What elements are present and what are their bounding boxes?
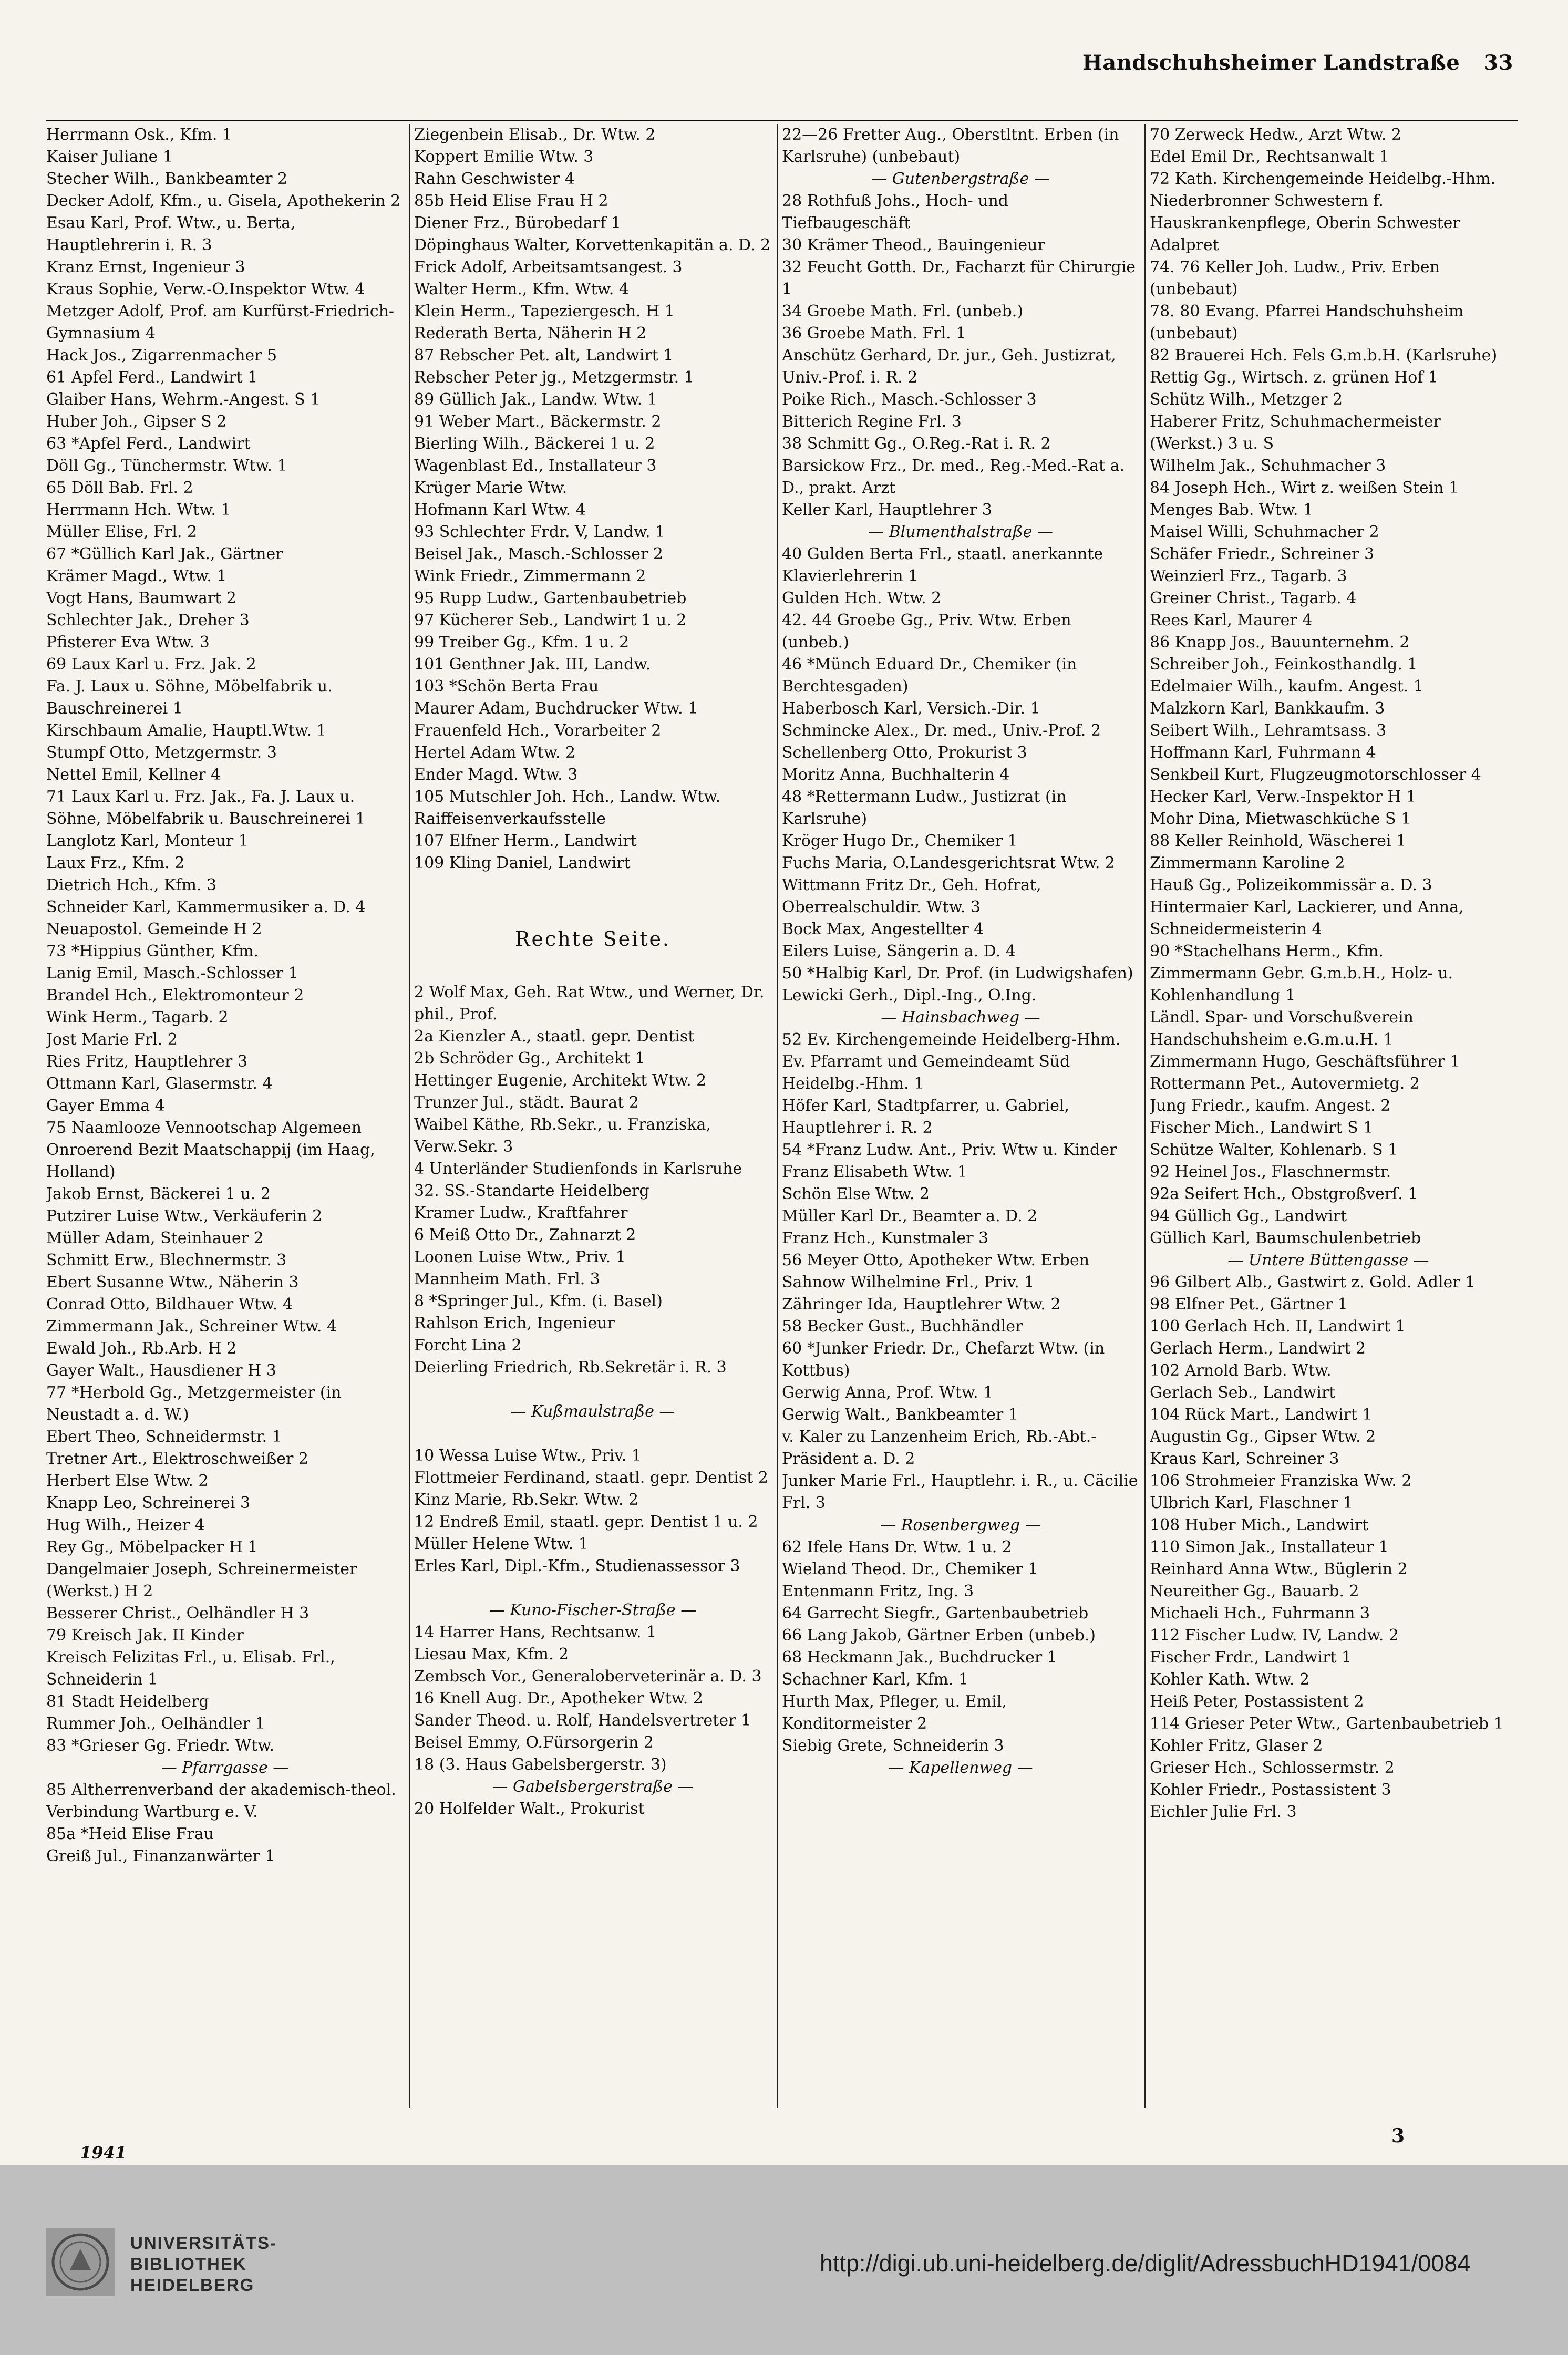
directory-entry: 34 Groebe Math. Frl. (unbeb.): [782, 302, 1023, 321]
directory-entry: 40 Gulden Berta Frl., staatl. anerkannte Klavierlehrerin 1: [782, 545, 1103, 585]
directory-entry: Menges Bab. Wtw. 1: [1150, 501, 1314, 519]
street-heading: — Gabelsbergerstraße —: [492, 1778, 694, 1796]
directory-entry: 92a Seifert Hch., Obstgroßverſ. 1: [1150, 1185, 1418, 1203]
directory-entry: Franz Elisabeth Wtw. 1: [782, 1163, 968, 1181]
directory-entry: Kinz Marie, Rb.Sekr. Wtw. 2: [414, 1491, 639, 1509]
directory-entry: Müller Helene Wtw. 1: [414, 1535, 589, 1553]
directory-entry: Kohler Fritz, Glaser 2: [1150, 1737, 1323, 1755]
directory-entry: Kraus Karl, Schreiner 3: [1150, 1450, 1339, 1468]
directory-entry: Fischer Mich., Landwirt S 1: [1150, 1119, 1374, 1137]
library-logo[interactable]: [46, 2228, 362, 2296]
directory-entry: Rettig Gg., Wirtsch. z. grünen Hof 1: [1150, 368, 1439, 387]
column-divider: [777, 124, 778, 2108]
directory-entry: 67 *Güllich Karl Jak., Gärtner: [46, 545, 283, 563]
directory-entry: Zimmermann Jak., Schreiner Wtw. 4: [46, 1317, 337, 1336]
directory-entry: 100 Gerlach Hch. II, Landwirt 1: [1150, 1317, 1406, 1336]
directory-entry: Bitterich Regine Frl. 3: [782, 412, 962, 431]
directory-entry: Michaeli Hch., Fuhrmann 3: [1150, 1604, 1370, 1623]
directory-entry: Nettel Emil, Kellner 4: [46, 766, 221, 784]
directory-entry: Schütze Walter, Kohlenarb. S 1: [1150, 1141, 1398, 1159]
directory-entry: 107 Elfner Herm., Landwirt: [414, 832, 637, 850]
directory-entry: 6 Meiß Otto Dr., Zahnarzt 2: [414, 1226, 636, 1244]
directory-entry: Diener Frz., Bürobedarf 1: [414, 214, 621, 232]
directory-entry: 65 Döll Bab. Frl. 2: [46, 479, 193, 497]
directory-entry: Gayer Walt., Hausdiener H 3: [46, 1361, 276, 1380]
directory-entry: Ulbrich Karl, Flaschner 1: [1150, 1494, 1353, 1512]
footer-year: 1941: [80, 2143, 127, 2163]
directory-entry: Eichler Julie Frl. 3: [1150, 1803, 1297, 1821]
directory-entry: 106 Strohmeier Franziska Ww. 2: [1150, 1472, 1412, 1490]
directory-entry: 90 *Stachelhans Herm., Kfm.: [1150, 942, 1384, 960]
directory-entry: 78. 80 Evang. Pfarrei Handschuhsheim (unbebaut): [1150, 302, 1464, 343]
directory-entry: Herrmann Hch. Wtw. 1: [46, 501, 231, 519]
directory-entry: Pfisterer Eva Wtw. 3: [46, 633, 210, 652]
directory-entry: Stecher Wilh., Bankbeamter 2: [46, 170, 288, 188]
directory-entry: Schreiber Joh., Feinkosthandlg. 1: [1150, 655, 1418, 674]
directory-entry: 18 (3. Haus Gabelsbergerstr. 3): [414, 1755, 667, 1774]
header-rule: [46, 120, 1518, 121]
column-divider: [1144, 124, 1146, 2108]
directory-entry: Maurer Adam, Buchdrucker Wtw. 1: [414, 699, 698, 718]
directory-entry: Zembsch Vor., Generaloberveterinär a. D. 3: [414, 1667, 762, 1686]
directory-entry: Brandel Hch., Elektromonteur 2: [46, 986, 304, 1005]
directory-entry: Schütz Wilh., Metzger 2: [1150, 390, 1343, 409]
directory-entry: Ziegenbein Elisab., Dr. Wtw. 2: [414, 126, 656, 144]
directory-entry: Lewicki Gerh., Dipl.-Ing., O.Ing.: [782, 986, 1037, 1005]
directory-entry: Jakob Ernst, Bäckerei 1 u. 2: [46, 1185, 271, 1203]
directory-entry: 46 *Münch Eduard Dr., Chemiker (in Berchtesgaden): [782, 655, 1077, 696]
directory-entry: Besserer Christ., Oelhändler H 3: [46, 1604, 310, 1623]
directory-entry: Beisel Jak., Masch.-Schlosser 2: [414, 545, 664, 563]
directory-entry: Walter Herm., Kfm. Wtw. 4: [414, 280, 629, 298]
directory-entry: 70 Zerweck Hedw., Arzt Wtw. 2: [1150, 126, 1402, 144]
column-2: [414, 124, 771, 2108]
directory-entry: Liesau Max, Kfm. 2: [414, 1645, 569, 1664]
directory-entry: 85 Altherrenverband der akademisch-theol. Verbindung Wartburg e. V.: [46, 1781, 396, 1821]
directory-entry: 50 *Halbig Karl, Dr. Prof. (in Ludwigshafen): [782, 964, 1133, 983]
directory-entry: 101 Genthner Jak. III, Landw.: [414, 655, 651, 674]
directory-entry: Metzger Adolf, Prof. am Kurfürst-Friedrich-Gymnasium 4: [46, 302, 395, 343]
directory-entry: 32 Feucht Gotth. Dr., Facharzt für Chirurgie 1: [782, 258, 1136, 298]
directory-entry: Schneider Karl, Kammermusiker a. D. 4: [46, 898, 366, 916]
directory-entry: 2 Wolf Max, Geh. Rat Wtw., und Werner, Dr. phil., Prof.: [414, 983, 765, 1024]
directory-entry: Rees Karl, Maurer 4: [1150, 611, 1313, 629]
directory-entry: Edelmaier Wilh., kaufm. Angest. 1: [1150, 677, 1424, 696]
directory-entry: Kröger Hugo Dr., Chemiker 1: [782, 832, 1018, 850]
directory-entry: Ries Fritz, Hauptlehrer 3: [46, 1052, 247, 1071]
directory-entry: [414, 959, 771, 982]
directory-entry: Schäfer Friedr., Schreiner 3: [1150, 545, 1375, 563]
street-heading: — Untere Büttengasse —: [1227, 1251, 1429, 1269]
directory-entry: Herrmann Osk., Kfm. 1: [46, 126, 233, 144]
directory-entry: Dangelmaier Joseph, Schreinermeister (Werkst.) H 2: [46, 1560, 357, 1600]
directory-entry: Mannheim Math. Frl. 3: [414, 1270, 600, 1288]
directory-entry: 56 Meyer Otto, Apotheker Wtw. Erben: [782, 1251, 1090, 1269]
directory-entry: Eilers Luise, Sängerin a. D. 4: [782, 942, 1016, 960]
directory-entry: Hurth Max, Pfleger, u. Emil, Konditormeister 2: [782, 1692, 1007, 1733]
directory-entry: Weinzierl Frz., Tagarb. 3: [1150, 567, 1347, 585]
directory-entry: 92 Heinel Jos., Flaschnermstr.: [1150, 1163, 1391, 1181]
directory-entry: Neureither Gg., Bauarb. 2: [1150, 1582, 1359, 1600]
directory-entry: 2a Kienzler A., staatl. gepr. Dentist: [414, 1027, 695, 1046]
directory-entry: Keller Karl, Hauptlehrer 3: [782, 501, 992, 519]
directory-entry: Gerwig Anna, Prof. Wtw. 1: [782, 1383, 994, 1402]
directory-entry: Müller Adam, Steinhauer 2: [46, 1229, 264, 1247]
directory-entry: Schachner Karl, Kfm. 1: [782, 1670, 969, 1689]
directory-entry: 32. SS.-Standarte Heidelberg: [414, 1182, 649, 1200]
logo-text-line: HEIDELBERG: [130, 2275, 255, 2295]
directory-entry: 104 Rück Mart., Landwirt 1: [1150, 1406, 1373, 1424]
directory-entry: Beisel Emmy, O.Fürsorgerin 2: [414, 1733, 654, 1752]
directory-entry: Ländl. Spar- und Vorschußverein Handschuhsheim e.G.m.u.H. 1: [1150, 1008, 1414, 1049]
directory-entry: 69 Laux Karl u. Frz. Jak. 2: [46, 655, 256, 674]
directory-entry: 97 Kücherer Seb., Landwirt 1 u. 2: [414, 611, 687, 629]
directory-entry: [414, 1379, 771, 1401]
directory-entry: Döpinghaus Walter, Korvettenkapitän a. D. 2: [414, 236, 771, 254]
directory-entry: 74. 76 Keller Joh. Ludw., Priv. Erben (unbebaut): [1150, 258, 1440, 298]
directory-entry: 88 Keller Reinhold, Wäscherei 1: [1150, 832, 1407, 850]
directory-entry: 28 Rothfuß Johs., Hoch- und Tiefbaugeschäft: [782, 192, 1009, 232]
directory-entry: Zimmermann Hugo, Geschäftsführer 1: [1150, 1052, 1460, 1071]
directory-entry: Ebert Theo, Schneidermstr. 1: [46, 1428, 282, 1446]
directory-entry: Ebert Susanne Wtw., Näherin 3: [46, 1273, 299, 1292]
street-heading: — Hainsbachweg —: [881, 1008, 1040, 1027]
directory-entry: Jost Marie Frl. 2: [46, 1030, 178, 1049]
directory-entry: 79 Kreisch Jak. II Kinder: [46, 1626, 244, 1645]
directory-entry: 103 *Schön Berta Frau: [414, 677, 599, 696]
directory-entry: 30 Krämer Theod., Bauingenieur: [782, 236, 1045, 254]
column-1-entries: [46, 124, 404, 1867]
directory-entry: Grieser Hch., Schlossermstr. 2: [1150, 1759, 1395, 1777]
directory-entry: Kraus Sophie, Verw.-O.Inspektor Wtw. 4: [46, 280, 365, 298]
directory-entry: Laux Frz., Kfm. 2: [46, 854, 185, 872]
directory-entry: 114 Grieser Peter Wtw., Gartenbaubetrieb 1: [1150, 1714, 1504, 1733]
directory-entry: 48 *Rettermann Ludw., Justizrat (in Karlsruhe): [782, 788, 1067, 828]
directory-entry: Kohler Friedr., Postassistent 3: [1150, 1781, 1391, 1799]
street-heading: — Gutenbergstraße —: [871, 170, 1050, 188]
column-3-entries: [782, 124, 1139, 1779]
directory-entry: Hertel Adam Wtw. 2: [414, 743, 576, 762]
directory-entry: Frauenfeld Hch., Vorarbeiter 2: [414, 721, 662, 740]
directory-entry: 38 Schmitt Gg., O.Reg.-Rat i. R. 2: [782, 435, 1051, 453]
directory-entry: Kramer Ludw., Kraftfahrer: [414, 1204, 628, 1222]
directory-entry: Barsickow Frz., Dr. med., Reg.-Med.-Rat a. D., prakt. Arzt: [782, 457, 1125, 497]
directory-entry: Junker Marie Frl., Hauptlehr. i. R., u. Cäcilie Frl. 3: [782, 1472, 1138, 1512]
directory-entry: 62 Ifele Hans Dr. Wtw. 1 u. 2: [782, 1538, 1012, 1556]
directory-entry: Hauß Gg., Polizeikommissär a. D. 3: [1150, 876, 1432, 894]
street-heading: — Rosenbergweg —: [880, 1516, 1041, 1534]
directory-columns: [46, 124, 1518, 2108]
university-seal-icon: [46, 2228, 115, 2296]
digitization-footer-bar: [0, 2165, 1568, 2355]
street-heading: — Blumenthalstraße —: [868, 523, 1053, 541]
directory-entry: Loonen Luise Wtw., Priv. 1: [414, 1248, 626, 1266]
directory-entry: 75 Naamlooze Vennootschap Algemeen Onroerend Bezit Maatschappij (im Haag, Holland): [46, 1119, 375, 1181]
directory-entry: Ewald Joh., Rb.Arb. H 2: [46, 1339, 237, 1358]
directory-entry: 54 *Franz Ludw. Ant., Priv. Wtw u. Kinder: [782, 1141, 1117, 1159]
directory-entry: 71 Laux Karl u. Frz. Jak., Fa. J. Laux u. Söhne, Möbelfabrik u. Bauschreinerei 1: [46, 788, 366, 828]
directory-entry: Rebscher Peter jg., Metzgermstr. 1: [414, 368, 694, 387]
directory-entry: 14 Harrer Hans, Rechtsanw. 1: [414, 1623, 657, 1641]
directory-entry: Döll Gg., Tünchermstr. Wtw. 1: [46, 457, 287, 475]
directory-entry: 8 *Springer Jul., Kfm. (i. Basel): [414, 1292, 663, 1310]
directory-entry: Wilhelm Jak., Schuhmacher 3: [1150, 457, 1386, 475]
directory-entry: Rummer Joh., Oelhändler 1: [46, 1714, 265, 1733]
logo-text-line: UNIVERSITÄTS-: [130, 2233, 277, 2253]
directory-entry: Güllich Karl, Baumschulenbetrieb: [1150, 1229, 1421, 1247]
footer-page-number: 3: [1391, 2125, 1405, 2147]
directory-entry: Raiffeisenverkaufsstelle: [414, 810, 606, 828]
directory-entry: 98 Elfner Pet., Gärtner 1: [1150, 1295, 1348, 1314]
directory-entry: Hoffmann Karl, Fuhrmann 4: [1150, 743, 1376, 762]
directory-entry: Kreisch Felizitas Frl., u. Elisab. Frl., Schneiderin 1: [46, 1648, 335, 1689]
column-3: [782, 124, 1139, 2108]
directory-entry: Stumpf Otto, Metzgermstr. 3: [46, 743, 277, 762]
directory-entry: 10 Wessa Luise Wtw., Priv. 1: [414, 1447, 642, 1465]
directory-entry: Haberer Fritz, Schuhmachermeister (Werkst.) 3 u. S: [1150, 412, 1441, 453]
directory-entry: Hofmann Karl Wtw. 4: [414, 501, 586, 519]
directory-entry: 2b Schröder Gg., Architekt 1: [414, 1049, 645, 1068]
directory-entry: Heiß Peter, Postassistent 2: [1150, 1692, 1364, 1711]
directory-entry: 58 Becker Gust., Buchhändler: [782, 1317, 1023, 1336]
directory-entry: Müller Karl Dr., Beamter a. D. 2: [782, 1207, 1038, 1225]
page-number-top: 33: [1483, 50, 1513, 75]
street-heading: — Pfarrgasse —: [161, 1759, 289, 1777]
directory-entry: Schmincke Alex., Dr. med., Univ.-Prof. 2: [782, 721, 1101, 740]
directory-entry: 61 Apfel Ferd., Landwirt 1: [46, 368, 258, 387]
directory-entry: Conrad Otto, Bildhauer Wtw. 4: [46, 1295, 293, 1314]
directory-entry: 85b Heid Elise Frau H 2: [414, 192, 608, 210]
directory-entry: Mohr Dina, Mietwaschküche S 1: [1150, 810, 1411, 828]
directory-entry: Decker Adolf, Kfm., u. Gisela, Apothekerin 2: [46, 192, 401, 210]
directory-entry: Neuapostol. Gemeinde H 2: [46, 920, 262, 938]
directory-entry: 91 Weber Mart., Bäckermstr. 2: [414, 412, 662, 431]
directory-entry: [414, 896, 771, 918]
directory-entry: Maisel Willi, Schuhmacher 2: [1150, 523, 1379, 541]
directory-entry: Schön Else Wtw. 2: [782, 1185, 930, 1203]
directory-entry: Kohler Kath. Wtw. 2: [1150, 1670, 1310, 1689]
source-url-link[interactable]: http://digi.ub.uni-heidelberg.de/diglit/AdressbuchHD1941/0084: [820, 2250, 1471, 2277]
directory-entry: Esau Karl, Prof. Wtw., u. Berta, Hauptlehrerin i. R. 3: [46, 214, 296, 254]
directory-entry: Entenmann Fritz, Ing. 3: [782, 1582, 974, 1600]
directory-entry: Dietrich Hch., Kfm. 3: [46, 876, 217, 894]
directory-entry: Deierling Friedrich, Rb.Sekretär i. R. 3: [414, 1358, 727, 1377]
directory-entry: Wieland Theod. Dr., Chemiker 1: [782, 1560, 1038, 1578]
directory-entry: Greiß Jul., Finanzanwärter 1: [46, 1847, 275, 1865]
directory-entry: Sander Theod. u. Rolf, Handelsvertreter 1: [414, 1711, 751, 1730]
directory-entry: Gulden Hch. Wtw. 2: [782, 589, 942, 607]
directory-entry: 73 *Hippius Günther, Kfm.: [46, 942, 259, 960]
directory-entry: [414, 1577, 771, 1599]
directory-entry: 36 Groebe Math. Frl. 1: [782, 324, 966, 343]
directory-entry: Gayer Emma 4: [46, 1097, 165, 1115]
street-heading: — Kuno-Fischer-Straße —: [489, 1601, 697, 1619]
directory-entry: Gerlach Herm., Landwirt 2: [1150, 1339, 1366, 1358]
directory-entry: 83 *Grieser Gg. Friedr. Wtw.: [46, 1737, 275, 1755]
directory-entry: Ender Magd. Wtw. 3: [414, 766, 578, 784]
street-heading: — Kapellenweg —: [888, 1759, 1033, 1777]
directory-entry: 95 Rupp Ludw., Gartenbaubetrieb: [414, 589, 687, 607]
column-4-entries: [1150, 124, 1507, 1823]
directory-entry: Hintermaier Karl, Lackierer, und Anna, Schneidermeisterin 4: [1150, 898, 1464, 938]
column-2-entries: [414, 124, 771, 1820]
directory-entry: 110 Simon Jak., Installateur 1: [1150, 1538, 1389, 1556]
directory-entry: Forcht Lina 2: [414, 1336, 522, 1355]
directory-entry: Glaiber Hans, Wehrm.-Angest. S 1: [46, 390, 321, 409]
directory-entry: Gerlach Seb., Landwirt: [1150, 1383, 1336, 1402]
directory-entry: Krämer Magd., Wtw. 1: [46, 567, 227, 585]
directory-entry: Reinhard Anna Wtw., Büglerin 2: [1150, 1560, 1408, 1578]
directory-entry: Poike Rich., Masch.-Schlosser 3: [782, 390, 1037, 409]
directory-entry: Frick Adolf, Arbeitsamtsangest. 3: [414, 258, 683, 276]
directory-entry: Kaiser Juliane 1: [46, 148, 173, 166]
directory-entry: 89 Güllich Jak., Landw. Wtw. 1: [414, 390, 657, 409]
street-heading: — Kußmaulstraße —: [510, 1402, 675, 1421]
directory-entry: Wink Friedr., Zimmermann 2: [414, 567, 646, 585]
directory-entry: 109 Kling Daniel, Landwirt: [414, 854, 631, 872]
directory-entry: Ev. Pfarramt und Gemeindeamt Süd Heidelbg.-Hhm. 1: [782, 1052, 1070, 1093]
directory-entry: 12 Endreß Emil, staatl. gepr. Dentist 1 u. 2: [414, 1513, 758, 1531]
directory-entry: Zimmermann Karoline 2: [1150, 854, 1345, 872]
directory-entry: 64 Garrecht Siegfr., Gartenbaubetrieb: [782, 1604, 1089, 1623]
directory-entry: Krüger Marie Wtw.: [414, 479, 568, 497]
directory-entry: v. Kaler zu Lanzenheim Erich, Rb.-Abt.-Präsident a. D. 2: [782, 1428, 1097, 1468]
directory-entry: Augustin Gg., Gipser Wtw. 2: [1150, 1428, 1376, 1446]
directory-entry: Koppert Emilie Wtw. 3: [414, 148, 594, 166]
directory-entry: Moritz Anna, Buchhalterin 4: [782, 766, 1010, 784]
directory-entry: 94 Güllich Gg., Landwirt: [1150, 1207, 1347, 1225]
column-4: [1150, 124, 1507, 2108]
directory-entry: Siebig Grete, Schneiderin 3: [782, 1737, 1004, 1755]
directory-entry: 20 Holfelder Walt., Prokurist: [414, 1800, 645, 1818]
directory-entry: Rahn Geschwister 4: [414, 170, 575, 188]
directory-entry: Zimmermann Gebr. G.m.b.H., Holz- u. Kohlenhandlung 1: [1150, 964, 1453, 1005]
running-title: Handschuhsheimer Landstraße: [1082, 50, 1460, 75]
directory-entry: 42. 44 Groebe Gg., Priv. Wtw. Erben (unbeb.): [782, 611, 1071, 652]
directory-entry: 52 Ev. Kirchengemeinde Heidelberg-Hhm.: [782, 1030, 1121, 1049]
directory-entry: Seibert Wilh., Lehramtsass. 3: [1150, 721, 1387, 740]
directory-entry: Langlotz Karl, Monteur 1: [46, 832, 249, 850]
directory-entry: Rederath Berta, Näherin H 2: [414, 324, 647, 343]
column-divider: [409, 124, 410, 2108]
directory-entry: Müller Elise, Frl. 2: [46, 523, 198, 541]
directory-entry: Flottmeier Ferdinand, staatl. gepr. Dentist 2: [414, 1469, 768, 1487]
directory-entry: 93 Schlechter Frdr. V, Landw. 1: [414, 523, 666, 541]
directory-entry: Wittmann Fritz Dr., Geh. Hofrat, Oberrealschuldir. Wtw. 3: [782, 876, 1041, 916]
directory-entry: Bock Max, Angestellter 4: [782, 920, 984, 938]
running-head: [1082, 50, 1513, 77]
directory-entry: Rey Gg., Möbelpacker H 1: [46, 1538, 258, 1556]
directory-entry: Malzkorn Karl, Bankkaufm. 3: [1150, 699, 1385, 718]
directory-entry: 4 Unterländer Studienfonds in Karlsruhe: [414, 1160, 742, 1178]
directory-entry: 112 Fischer Ludw. IV, Landw. 2: [1150, 1626, 1399, 1645]
directory-entry: 72 Kath. Kirchengemeinde Heidelbg.-Hhm.: [1150, 170, 1496, 188]
directory-entry: 84 Joseph Hch., Wirt z. weißen Stein 1: [1150, 479, 1459, 497]
directory-entry: Ottmann Karl, Glasermstr. 4: [46, 1075, 273, 1093]
directory-entry: Senkbeil Kurt, Flugzeugmotorschlosser 4: [1150, 766, 1481, 784]
directory-entry: Hug Wilh., Heizer 4: [46, 1516, 205, 1534]
directory-entry: Edel Emil Dr., Rechtsanwalt 1: [1150, 148, 1389, 166]
directory-entry: Franz Hch., Kunstmaler 3: [782, 1229, 989, 1247]
directory-entry: Vogt Hans, Baumwart 2: [46, 589, 236, 607]
directory-entry: 82 Brauerei Hch. Fels G.m.b.H. (Karlsruhe): [1150, 346, 1498, 365]
directory-entry: 68 Heckmann Jak., Buchdrucker 1: [782, 1648, 1057, 1667]
directory-entry: Haberbosch Karl, Versich.-Dir. 1: [782, 699, 1040, 718]
directory-entry: Tretner Art., Elektroschweißer 2: [46, 1450, 308, 1468]
directory-entry: Bierling Wilh., Bäckerei 1 u. 2: [414, 435, 655, 453]
directory-entry: Waibel Käthe, Rb.Sekr., u. Franziska, Verw.Sekr. 3: [414, 1115, 711, 1156]
directory-entry: 87 Rebscher Pet. alt, Landwirt 1: [414, 346, 674, 365]
directory-entry: Wink Herm., Tagarb. 2: [46, 1008, 229, 1027]
directory-entry: Kirschbaum Amalie, Hauptl.Wtw. 1: [46, 721, 327, 740]
directory-entry: Gerwig Walt., Bankbeamter 1: [782, 1406, 1018, 1424]
directory-entry: 102 Arnold Barb. Wtw.: [1150, 1361, 1332, 1380]
directory-entry: Schlechter Jak., Dreher 3: [46, 611, 250, 629]
directory-entry: Greiner Christ., Tagarb. 4: [1150, 589, 1357, 607]
directory-entry: Sahnow Wilhelmine Frl., Priv. 1: [782, 1273, 1035, 1292]
directory-entry: 81 Stadt Heidelberg: [46, 1692, 209, 1711]
directory-entry: 85a *Heid Elise Frau: [46, 1825, 214, 1843]
directory-entry: 16 Knell Aug. Dr., Apotheker Wtw. 2: [414, 1689, 703, 1708]
directory-entry: 22—26 Fretter Aug., Oberstltnt. Erben (in Karlsruhe) (unbebaut): [782, 126, 1119, 166]
directory-entry: Erles Karl, Dipl.-Kfm., Studienassessor 3: [414, 1557, 740, 1575]
directory-entry: Höfer Karl, Stadtpfarrer, u. Gabriel, Hauptlehrer i. R. 2: [782, 1097, 1070, 1137]
directory-entry: Herbert Else Wtw. 2: [46, 1472, 209, 1490]
directory-entry: 99 Treiber Gg., Kfm. 1 u. 2: [414, 633, 630, 652]
directory-entry: Anschütz Gerhard, Dr. jur., Geh. Justizrat, Univ.-Prof. i. R. 2: [782, 346, 1116, 387]
directory-entry: Putzirer Luise Wtw., Verkäuferin 2: [46, 1207, 323, 1225]
directory-entry: 77 *Herbold Gg., Metzgermeister (in Neustadt a. d. W.): [46, 1383, 342, 1424]
directory-entry: 66 Lang Jakob, Gärtner Erben (unbeb.): [782, 1626, 1096, 1645]
directory-entry: Schmitt Erw., Blechnermstr. 3: [46, 1251, 287, 1269]
directory-entry: Kranz Ernst, Ingenieur 3: [46, 258, 245, 276]
directory-entry: Lanig Emil, Masch.-Schlosser 1: [46, 964, 298, 983]
directory-entry: 86 Knapp Jos., Bauunternehm. 2: [1150, 633, 1410, 652]
directory-entry: Knapp Leo, Schreinerei 3: [46, 1494, 251, 1512]
directory-entry: [414, 874, 771, 896]
directory-entry: 96 Gilbert Alb., Gastwirt z. Gold. Adler 1: [1150, 1273, 1476, 1292]
logo-text-line: BIBLIOTHEK: [130, 2254, 247, 2274]
directory-entry: Huber Joh., Gipser S 2: [46, 412, 227, 431]
section-title: Rechte Seite.: [514, 927, 671, 951]
directory-entry: Trunzer Jul., städt. Baurat 2: [414, 1093, 639, 1112]
directory-entry: Zähringer Ida, Hauptlehrer Wtw. 2: [782, 1295, 1061, 1314]
directory-entry: Rahlson Erich, Ingenieur: [414, 1314, 615, 1333]
directory-entry: Schellenberg Otto, Prokurist 3: [782, 743, 1027, 762]
directory-entry: Wagenblast Ed., Installateur 3: [414, 457, 657, 475]
directory-entry: Hettinger Eugenie, Architekt Wtw. 2: [414, 1071, 707, 1090]
directory-entry: 108 Huber Mich., Landwirt: [1150, 1516, 1369, 1534]
directory-entry: 60 *Junker Friedr. Dr., Chefarzt Wtw. (in Kottbus): [782, 1339, 1105, 1380]
directory-entry: Hecker Karl, Verw.-Inspektor H 1: [1150, 788, 1417, 806]
directory-entry: Fuchs Maria, O.Landesgerichtsrat Wtw. 2: [782, 854, 1115, 872]
directory-entry: [414, 1423, 771, 1445]
directory-entry: Klein Herm., Tapeziergesch. H 1: [414, 302, 675, 321]
directory-entry: Niederbronner Schwestern f. Hauskrankenpflege, Oberin Schwester Adalpret: [1150, 192, 1460, 254]
directory-entry: 105 Mutschler Joh. Hch., Landw. Wtw.: [414, 788, 721, 806]
directory-entry: Rottermann Pet., Autovermietg. 2: [1150, 1075, 1420, 1093]
directory-entry: Fa. J. Laux u. Söhne, Möbelfabrik u. Bauschreinerei 1: [46, 677, 333, 718]
directory-entry: Hack Jos., Zigarrenmacher 5: [46, 346, 277, 365]
directory-entry: Jung Friedr., kaufm. Angest. 2: [1150, 1097, 1391, 1115]
column-1: [46, 124, 404, 2108]
directory-entry: Fischer Frdr., Landwirt 1: [1150, 1648, 1352, 1667]
directory-entry: 63 *Apfel Ferd., Landwirt: [46, 435, 251, 453]
